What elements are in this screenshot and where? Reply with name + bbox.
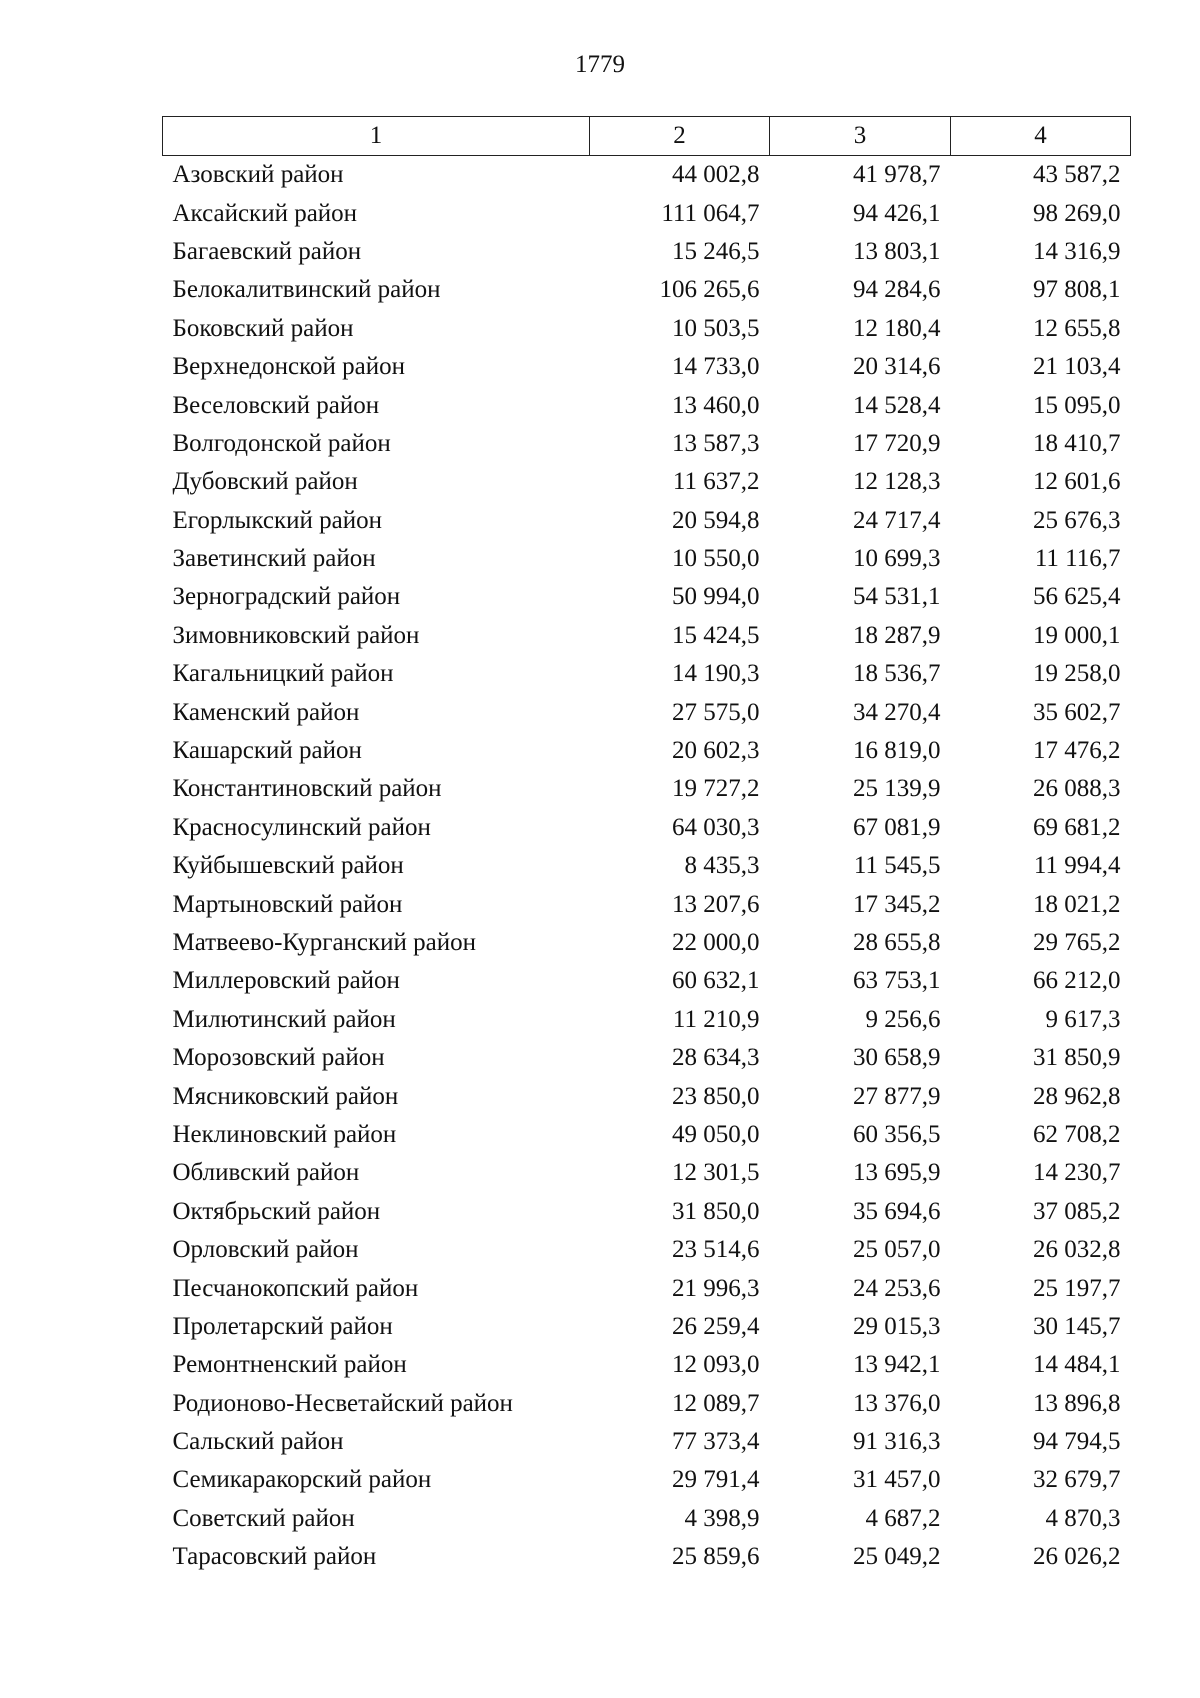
value-col-2-cell: 19 727,2 xyxy=(672,775,760,803)
value-col-3-cell: 4 687,2 xyxy=(865,1504,941,1532)
table-row xyxy=(163,693,1131,731)
district-name-cell: Каменский район xyxy=(172,698,360,726)
table-row xyxy=(163,1269,1131,1307)
value-col-3-cell: 91 316,3 xyxy=(853,1428,941,1456)
value-col-4-cell: 15 095,0 xyxy=(1033,391,1121,419)
value-col-2-cell: 27 575,0 xyxy=(672,698,760,726)
table-row xyxy=(163,1231,1131,1269)
value-col-4-cell: 19 258,0 xyxy=(1033,660,1121,688)
district-name-cell: Веселовский район xyxy=(172,391,380,419)
value-col-2-cell: 50 994,0 xyxy=(672,583,760,611)
value-col-2-cell: 11 210,9 xyxy=(672,1005,760,1033)
value-col-3-cell: 94 284,6 xyxy=(853,276,941,304)
value-col-2-cell: 111 064,7 xyxy=(661,199,760,227)
value-col-3-cell: 20 314,6 xyxy=(853,353,941,381)
value-col-4-cell: 11 116,7 xyxy=(1034,545,1121,573)
value-col-4-cell: 13 896,8 xyxy=(1033,1389,1121,1417)
value-col-3-cell: 29 015,3 xyxy=(853,1312,941,1340)
value-col-2-cell: 11 637,2 xyxy=(672,468,760,496)
value-col-4-cell: 14 316,9 xyxy=(1033,237,1121,265)
value-col-4-cell: 56 625,4 xyxy=(1033,583,1121,611)
table-row xyxy=(163,233,1131,271)
value-col-2-cell: 21 996,3 xyxy=(672,1274,760,1302)
value-col-2-cell: 26 259,4 xyxy=(672,1312,760,1340)
value-col-2-cell: 29 791,4 xyxy=(672,1466,760,1494)
value-col-4-cell: 26 026,2 xyxy=(1033,1543,1121,1571)
value-col-2-cell: 13 587,3 xyxy=(672,429,760,457)
district-name-cell: Мартыновский район xyxy=(172,890,403,918)
district-name-cell: Милютинский район xyxy=(172,1005,396,1033)
district-name-cell: Зимовниковский район xyxy=(172,621,420,649)
table-header xyxy=(163,117,1131,156)
value-col-3-cell: 17 720,9 xyxy=(853,429,941,457)
value-col-2-cell: 10 503,5 xyxy=(672,314,760,342)
page-number: 1779 xyxy=(575,51,625,78)
column-header-3: 3 xyxy=(770,117,951,156)
value-col-3-cell: 63 753,1 xyxy=(853,967,941,995)
value-col-4-cell: 30 145,7 xyxy=(1033,1312,1121,1340)
table-row xyxy=(163,463,1131,501)
table-row xyxy=(163,1538,1131,1576)
value-col-4-cell: 97 808,1 xyxy=(1033,276,1121,304)
value-col-4-cell: 37 085,2 xyxy=(1033,1197,1121,1225)
district-name-cell: Зерноградский район xyxy=(172,583,401,611)
table-row xyxy=(163,194,1131,232)
district-name-cell: Кашарский район xyxy=(172,737,362,765)
value-col-4-cell: 26 088,3 xyxy=(1033,775,1121,803)
table-row xyxy=(163,1346,1131,1384)
value-col-4-cell: 32 679,7 xyxy=(1033,1466,1121,1494)
value-col-2-cell: 49 050,0 xyxy=(672,1120,760,1148)
table-row xyxy=(163,924,1131,962)
value-col-4-cell: 12 601,6 xyxy=(1033,468,1121,496)
value-col-2-cell: 22 000,0 xyxy=(672,929,760,956)
column-header-2: 2 xyxy=(590,117,770,156)
value-col-3-cell: 34 270,4 xyxy=(853,698,941,726)
value-col-3-cell: 24 717,4 xyxy=(853,506,941,534)
value-col-3-cell: 13 376,0 xyxy=(853,1389,941,1417)
value-col-4-cell: 43 587,2 xyxy=(1033,161,1121,189)
value-col-4-cell: 62 708,2 xyxy=(1033,1120,1121,1148)
district-name-cell: Верхнедонской район xyxy=(172,353,405,381)
table-body xyxy=(163,156,1131,1577)
value-col-3-cell: 94 426,1 xyxy=(853,199,941,227)
value-col-4-cell: 4 870,3 xyxy=(1045,1504,1121,1532)
value-col-2-cell: 14 190,3 xyxy=(672,660,760,688)
table-row xyxy=(163,540,1131,578)
header-row xyxy=(163,117,1131,156)
value-col-2-cell: 77 373,4 xyxy=(672,1428,760,1456)
table-row xyxy=(163,386,1131,424)
district-name-cell: Песчанокопский район xyxy=(172,1274,419,1302)
district-name-cell: Обливский район xyxy=(172,1159,360,1187)
table-row xyxy=(163,655,1131,693)
table-row xyxy=(163,1039,1131,1077)
value-col-3-cell: 9 256,6 xyxy=(865,1005,941,1033)
district-name-cell: Сальский район xyxy=(172,1428,344,1456)
value-col-3-cell: 28 655,8 xyxy=(853,929,941,956)
table-row xyxy=(163,1500,1131,1538)
value-col-3-cell: 41 978,7 xyxy=(853,161,941,189)
table-row xyxy=(163,271,1131,309)
table-row xyxy=(163,617,1131,655)
district-name-cell: Морозовский район xyxy=(172,1044,385,1072)
value-col-4-cell: 28 962,8 xyxy=(1033,1082,1121,1110)
table-row xyxy=(163,1001,1131,1039)
value-col-3-cell: 35 694,6 xyxy=(853,1197,941,1225)
table-row xyxy=(163,770,1131,808)
value-col-2-cell: 28 634,3 xyxy=(672,1044,760,1072)
table-row xyxy=(163,348,1131,386)
value-col-4-cell: 66 212,0 xyxy=(1033,967,1121,995)
district-name-cell: Заветинский район xyxy=(172,545,376,573)
value-col-2-cell: 13 460,0 xyxy=(672,391,760,419)
value-col-4-cell: 12 655,8 xyxy=(1033,314,1121,342)
value-col-2-cell: 10 550,0 xyxy=(672,545,760,573)
column-header-1: 1 xyxy=(163,117,590,156)
value-col-2-cell: 23 850,0 xyxy=(672,1082,760,1110)
value-col-2-cell: 15 246,5 xyxy=(672,237,760,265)
value-col-3-cell: 25 139,9 xyxy=(853,775,941,803)
value-col-2-cell: 13 207,6 xyxy=(672,890,760,918)
value-col-4-cell: 19 000,1 xyxy=(1033,621,1121,649)
district-name-cell: Багаевский район xyxy=(172,237,362,265)
district-name-cell: Аксайский район xyxy=(172,199,358,227)
value-col-3-cell: 12 180,4 xyxy=(853,314,941,342)
value-col-4-cell: 21 103,4 xyxy=(1033,353,1121,381)
value-col-2-cell: 12 093,0 xyxy=(672,1351,760,1379)
value-col-3-cell: 13 695,9 xyxy=(853,1159,941,1187)
district-name-cell: Ремонтненский район xyxy=(172,1351,407,1379)
district-name-cell: Константиновский район xyxy=(172,775,442,803)
value-col-2-cell: 60 632,1 xyxy=(672,967,760,995)
value-col-4-cell: 26 032,8 xyxy=(1033,1236,1121,1264)
value-col-3-cell: 17 345,2 xyxy=(853,890,941,918)
value-col-4-cell: 14 230,7 xyxy=(1033,1159,1121,1187)
value-col-3-cell: 25 057,0 xyxy=(853,1236,941,1264)
table-row xyxy=(163,1116,1131,1154)
table-row xyxy=(163,425,1131,463)
district-name-cell: Миллеровский район xyxy=(172,967,400,995)
table-row xyxy=(163,847,1131,885)
value-col-3-cell: 11 545,5 xyxy=(853,852,941,880)
value-col-2-cell: 20 602,3 xyxy=(672,737,760,765)
table-row xyxy=(163,962,1131,1000)
district-name-cell: Азовский район xyxy=(172,161,344,189)
value-col-2-cell: 20 594,8 xyxy=(672,506,760,534)
value-col-2-cell: 12 301,5 xyxy=(672,1159,760,1187)
district-name-cell: Пролетарский район xyxy=(172,1312,393,1340)
district-name-cell: Боковский район xyxy=(172,314,354,342)
table-row xyxy=(163,732,1131,770)
value-col-4-cell: 9 617,3 xyxy=(1045,1005,1121,1033)
value-col-4-cell: 98 269,0 xyxy=(1033,199,1121,227)
district-name-cell: Красносулинский район xyxy=(172,813,431,841)
district-name-cell: Родионово-Несветайский район xyxy=(172,1389,513,1417)
value-col-4-cell: 11 994,4 xyxy=(1033,852,1121,880)
district-name-cell: Тарасовский район xyxy=(172,1543,377,1571)
value-col-2-cell: 31 850,0 xyxy=(672,1197,760,1225)
table-row xyxy=(163,1077,1131,1115)
value-col-4-cell: 14 484,1 xyxy=(1033,1351,1121,1379)
value-col-3-cell: 24 253,6 xyxy=(853,1274,941,1302)
district-name-cell: Семикаракорский район xyxy=(172,1466,432,1494)
district-name-cell: Волгодонской район xyxy=(172,429,391,457)
district-name-cell: Октябрьский район xyxy=(172,1197,381,1225)
district-name-cell: Кагальницкий район xyxy=(172,660,394,688)
table-row xyxy=(163,885,1131,923)
table-row xyxy=(163,1193,1131,1231)
table-row xyxy=(163,1154,1131,1192)
value-col-3-cell: 54 531,1 xyxy=(853,583,941,611)
value-col-3-cell: 60 356,5 xyxy=(853,1120,941,1148)
value-col-4-cell: 18 410,7 xyxy=(1033,429,1121,457)
value-col-4-cell: 35 602,7 xyxy=(1033,698,1121,726)
table-row xyxy=(163,1461,1131,1499)
value-col-2-cell: 106 265,6 xyxy=(659,276,760,304)
value-col-4-cell: 25 676,3 xyxy=(1033,506,1121,534)
district-name-cell: Советский район xyxy=(172,1504,355,1532)
value-col-2-cell: 64 030,3 xyxy=(672,813,760,841)
value-col-4-cell: 94 794,5 xyxy=(1033,1428,1121,1456)
value-col-2-cell: 8 435,3 xyxy=(684,852,760,880)
table-row xyxy=(163,1423,1131,1461)
table-row xyxy=(163,502,1131,540)
value-col-4-cell: 31 850,9 xyxy=(1033,1044,1121,1072)
value-col-4-cell: 17 476,2 xyxy=(1033,737,1121,765)
table-row xyxy=(163,310,1131,348)
value-col-4-cell: 25 197,7 xyxy=(1033,1274,1121,1302)
table-row xyxy=(163,1385,1131,1423)
value-col-2-cell: 14 733,0 xyxy=(672,353,760,381)
value-col-3-cell: 10 699,3 xyxy=(853,545,941,573)
column-header-4: 4 xyxy=(951,117,1131,156)
value-col-3-cell: 16 819,0 xyxy=(853,737,941,765)
value-col-2-cell: 25 859,6 xyxy=(672,1543,760,1571)
district-name-cell: Неклиновский район xyxy=(172,1120,397,1148)
district-name-cell: Орловский район xyxy=(172,1236,359,1264)
table-row xyxy=(163,156,1131,195)
table-row xyxy=(163,1308,1131,1346)
value-col-3-cell: 27 877,9 xyxy=(853,1082,941,1110)
district-name-cell: Матвеево-Курганский район xyxy=(172,929,477,956)
table-row xyxy=(163,809,1131,847)
district-name-cell: Егорлыкский район xyxy=(172,506,382,534)
value-col-4-cell: 29 765,2 xyxy=(1033,929,1121,956)
district-name-cell: Мясниковский район xyxy=(172,1082,399,1110)
value-col-3-cell: 67 081,9 xyxy=(853,813,941,841)
value-col-3-cell: 12 128,3 xyxy=(853,468,941,496)
value-col-3-cell: 25 049,2 xyxy=(853,1543,941,1571)
value-col-2-cell: 12 089,7 xyxy=(672,1389,760,1417)
value-col-3-cell: 13 942,1 xyxy=(853,1351,941,1379)
value-col-2-cell: 23 514,6 xyxy=(672,1236,760,1264)
value-col-3-cell: 31 457,0 xyxy=(853,1466,941,1494)
value-col-2-cell: 4 398,9 xyxy=(684,1504,760,1532)
district-name-cell: Куйбышевский район xyxy=(172,852,404,880)
value-col-3-cell: 18 536,7 xyxy=(853,660,941,688)
value-col-3-cell: 13 803,1 xyxy=(853,237,941,265)
table-row xyxy=(163,578,1131,616)
value-col-4-cell: 18 021,2 xyxy=(1033,890,1121,918)
district-name-cell: Белокалитвинский район xyxy=(172,276,441,304)
value-col-2-cell: 44 002,8 xyxy=(672,161,760,189)
data-table xyxy=(162,116,1131,1576)
value-col-2-cell: 15 424,5 xyxy=(672,621,760,649)
value-col-4-cell: 69 681,2 xyxy=(1033,813,1121,841)
value-col-3-cell: 14 528,4 xyxy=(853,391,941,419)
district-name-cell: Дубовский район xyxy=(172,468,358,496)
value-col-3-cell: 30 658,9 xyxy=(853,1044,941,1072)
value-col-3-cell: 18 287,9 xyxy=(853,621,941,649)
